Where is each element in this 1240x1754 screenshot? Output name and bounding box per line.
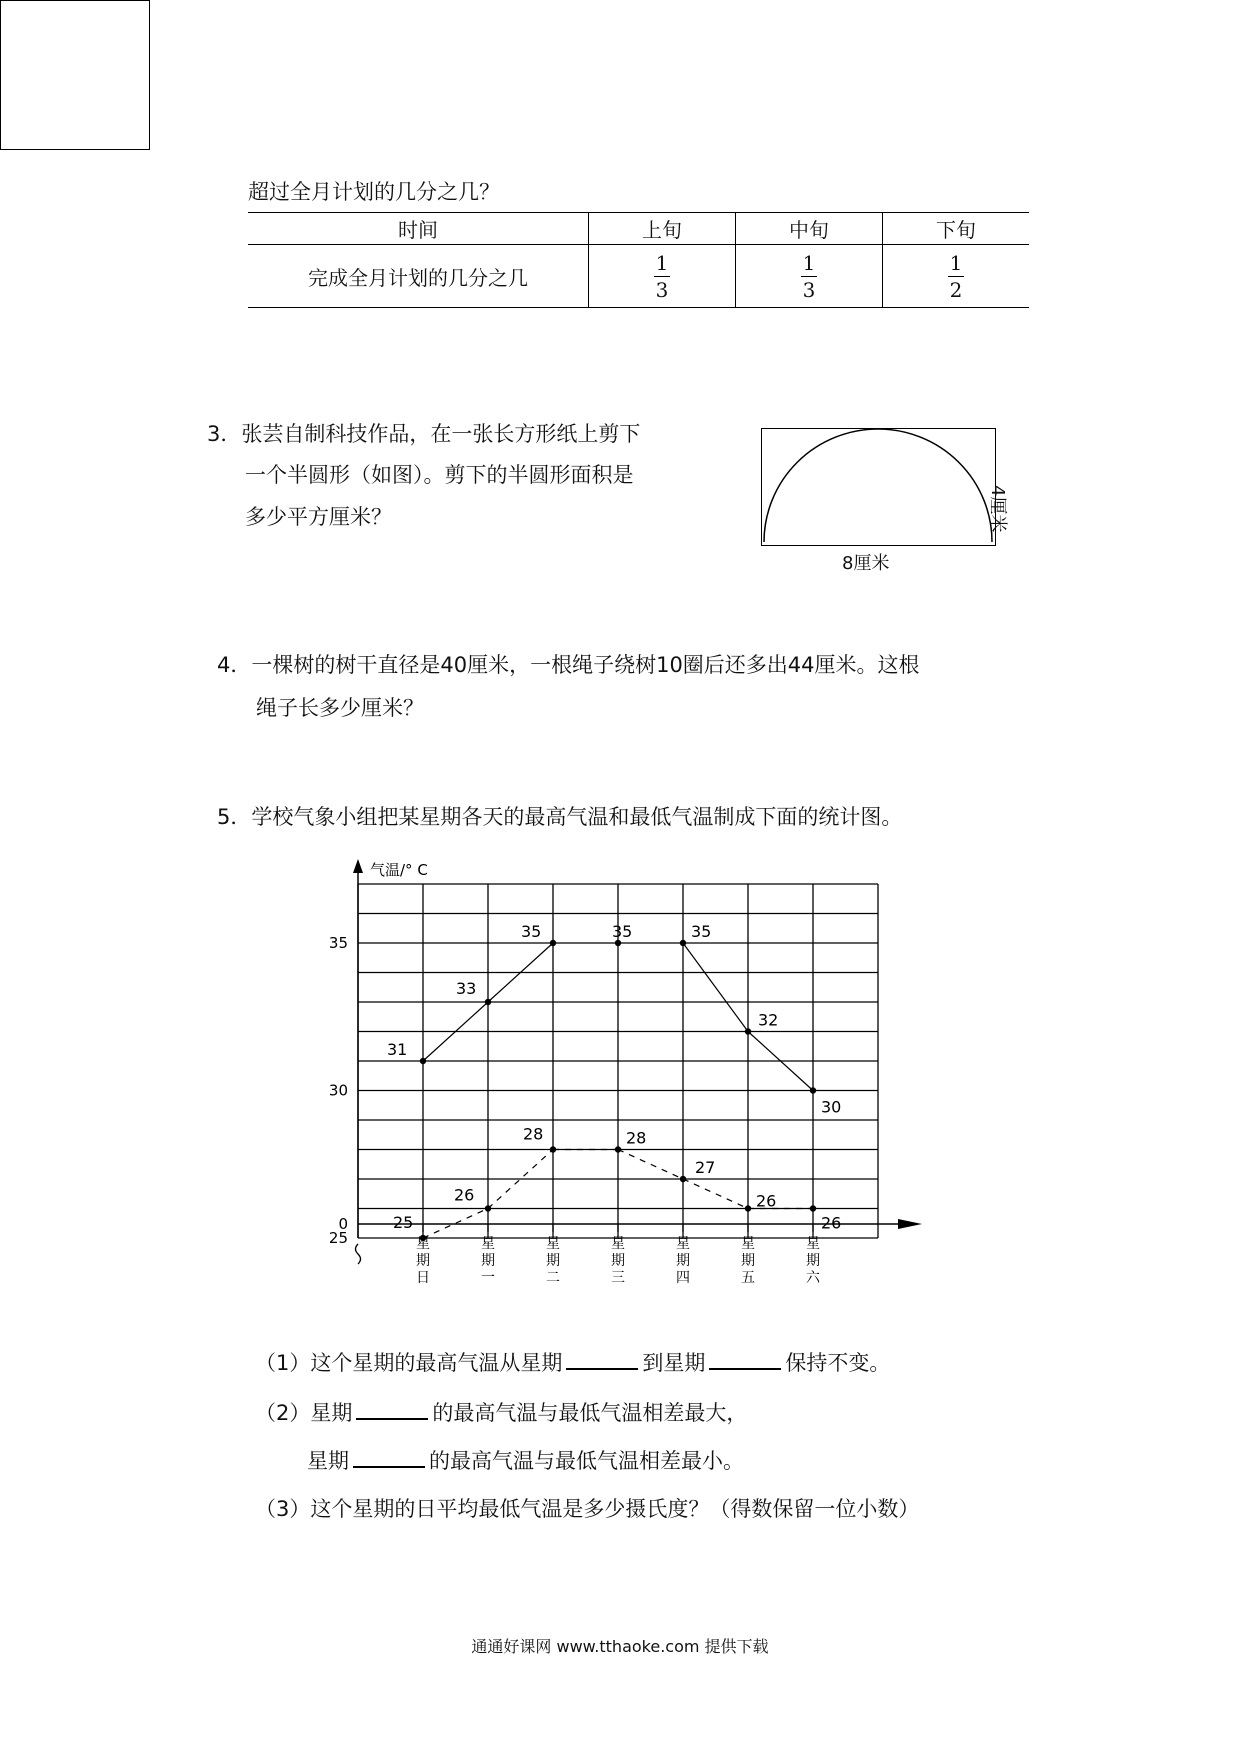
x-tick-label: 星期三 [611,1236,625,1286]
corner-box [0,0,150,150]
q5-sub2-text-b: 的最高气温与最低气温相差最大， [432,1401,748,1425]
q5-sub2-text-c: 星期 [307,1449,349,1473]
semicircle-width-label: 8厘米 [842,553,890,574]
low-temp-point [615,1146,621,1152]
high-temp-value-label: 31 [387,1040,408,1059]
low-temp-line [618,1150,683,1180]
low-temp-value-label: 28 [523,1124,544,1144]
semicircle-height-label: 4厘米 [987,485,1008,533]
answer-blank[interactable] [709,1350,781,1370]
low-temp-value-label: 28 [626,1128,647,1148]
q2-continuation: 超过全月计划的几分之几？ [248,180,500,204]
q3-line-2: 一个半圆形（如图）。剪下的半圆形面积是 [245,463,634,487]
high-temp-point [485,999,491,1005]
low-temp-point [680,1176,686,1182]
low-temp-value-label: 27 [695,1158,716,1177]
fraction-numerator: 1 [655,251,669,275]
q5-sub2 [255,1400,747,1426]
fraction-denominator: 3 [802,278,816,302]
table-header-late: 下旬 [883,213,1030,245]
high-temp-point [680,940,686,946]
y-tick-label: 35 [328,934,348,952]
answer-blank[interactable] [353,1448,425,1468]
y-axis-arrow [353,859,363,873]
table-row-label: 完成全月计划的几分之几 [248,245,589,308]
low-temp-point [550,1146,556,1152]
low-temp-point [485,1205,491,1211]
y-tick-label: 25 [328,1229,348,1247]
q5-sub2-text-a: （2）星期 [255,1401,353,1425]
y-tick-label: 30 [328,1081,348,1100]
semicircle-figure [761,428,996,546]
x-axis-arrow [898,1219,922,1229]
q5-sub1-text-c: 保持不变。 [785,1351,891,1375]
x-tick-label: 星期日 [416,1236,430,1286]
x-tick-label: 星期一 [481,1236,495,1286]
high-temp-value-label: 30 [821,1097,842,1117]
answer-blank[interactable] [356,1400,428,1420]
q3-line-1: 3．张芸自制科技作品，在一张长方形纸上剪下 [207,422,641,446]
q5-intro: 5．学校气象小组把某星期各天的最高气温和最低气温制成下面的统计图。 [217,805,903,829]
q5-sub3: （3）这个星期的日平均最低气温是多少摄氏度？（得数保留一位小数） [255,1497,920,1521]
answer-blank[interactable] [566,1350,638,1370]
q5-sub1-text-a: （1）这个星期的最高气温从星期 [255,1351,563,1375]
table-header-time: 时间 [248,213,589,245]
table-header-mid: 中旬 [736,213,883,245]
chart-labels [329,861,841,1286]
fraction-numerator: 1 [802,251,816,275]
q5-sub1-text-b: 到星期 [642,1351,706,1375]
low-temp-point [745,1205,751,1211]
table-cell-fraction [589,245,736,308]
table-cell-fraction [883,245,1030,308]
q4-line-2: 绳子长多少厘米？ [256,696,424,720]
high-temp-value-label: 35 [691,922,712,941]
q5-sub2-second [307,1448,744,1474]
fraction-denominator: 3 [655,278,669,302]
page-footer: 通通好课网 www.tthaoke.com 提供下载 [471,1637,769,1656]
y-axis-label: 气温/° C [370,861,428,879]
axis-break [356,1244,361,1264]
semicircle-arc [764,429,992,542]
temperature-line-chart [300,855,940,1335]
plan-table [248,212,1029,308]
fraction-denominator: 2 [949,278,963,302]
x-tick-label: 星期六 [806,1236,820,1286]
high-temp-point [550,940,556,946]
low-temp-value-label: 26 [756,1191,777,1211]
q5-sub2-text-d: 的最高气温与最低气温相差最小。 [429,1449,744,1473]
high-temp-value-label: 32 [758,1010,779,1030]
q3-line-3: 多少平方厘米？ [245,505,392,529]
y-tick-label: 0 [338,1215,348,1233]
q4-line-1: 4．一棵树的树干直径是40厘米，一根绳子绕树10圈后还多出44厘米。这根 [217,653,920,677]
table-header-early: 上旬 [589,213,736,245]
x-tick-label: 星期五 [741,1236,755,1286]
high-temp-line [683,943,748,1032]
high-temp-value-label: 33 [456,979,477,998]
fraction-numerator: 1 [949,251,963,275]
low-temp-value-label: 26 [821,1213,842,1233]
x-tick-label: 星期二 [546,1236,560,1286]
q5-sub1 [255,1350,890,1376]
table-cell-fraction [736,245,883,308]
high-temp-point [810,1087,816,1093]
low-temp-value-label: 26 [454,1185,475,1205]
high-temp-value-label: 35 [521,922,542,941]
high-temp-value-label: 35 [612,922,633,941]
x-tick-label: 星期四 [676,1236,690,1286]
high-temp-point [420,1058,426,1064]
low-temp-value-label: 25 [393,1213,414,1232]
high-temp-point [745,1028,751,1034]
low-temp-point [810,1205,816,1211]
low-temp-line [683,1179,748,1209]
